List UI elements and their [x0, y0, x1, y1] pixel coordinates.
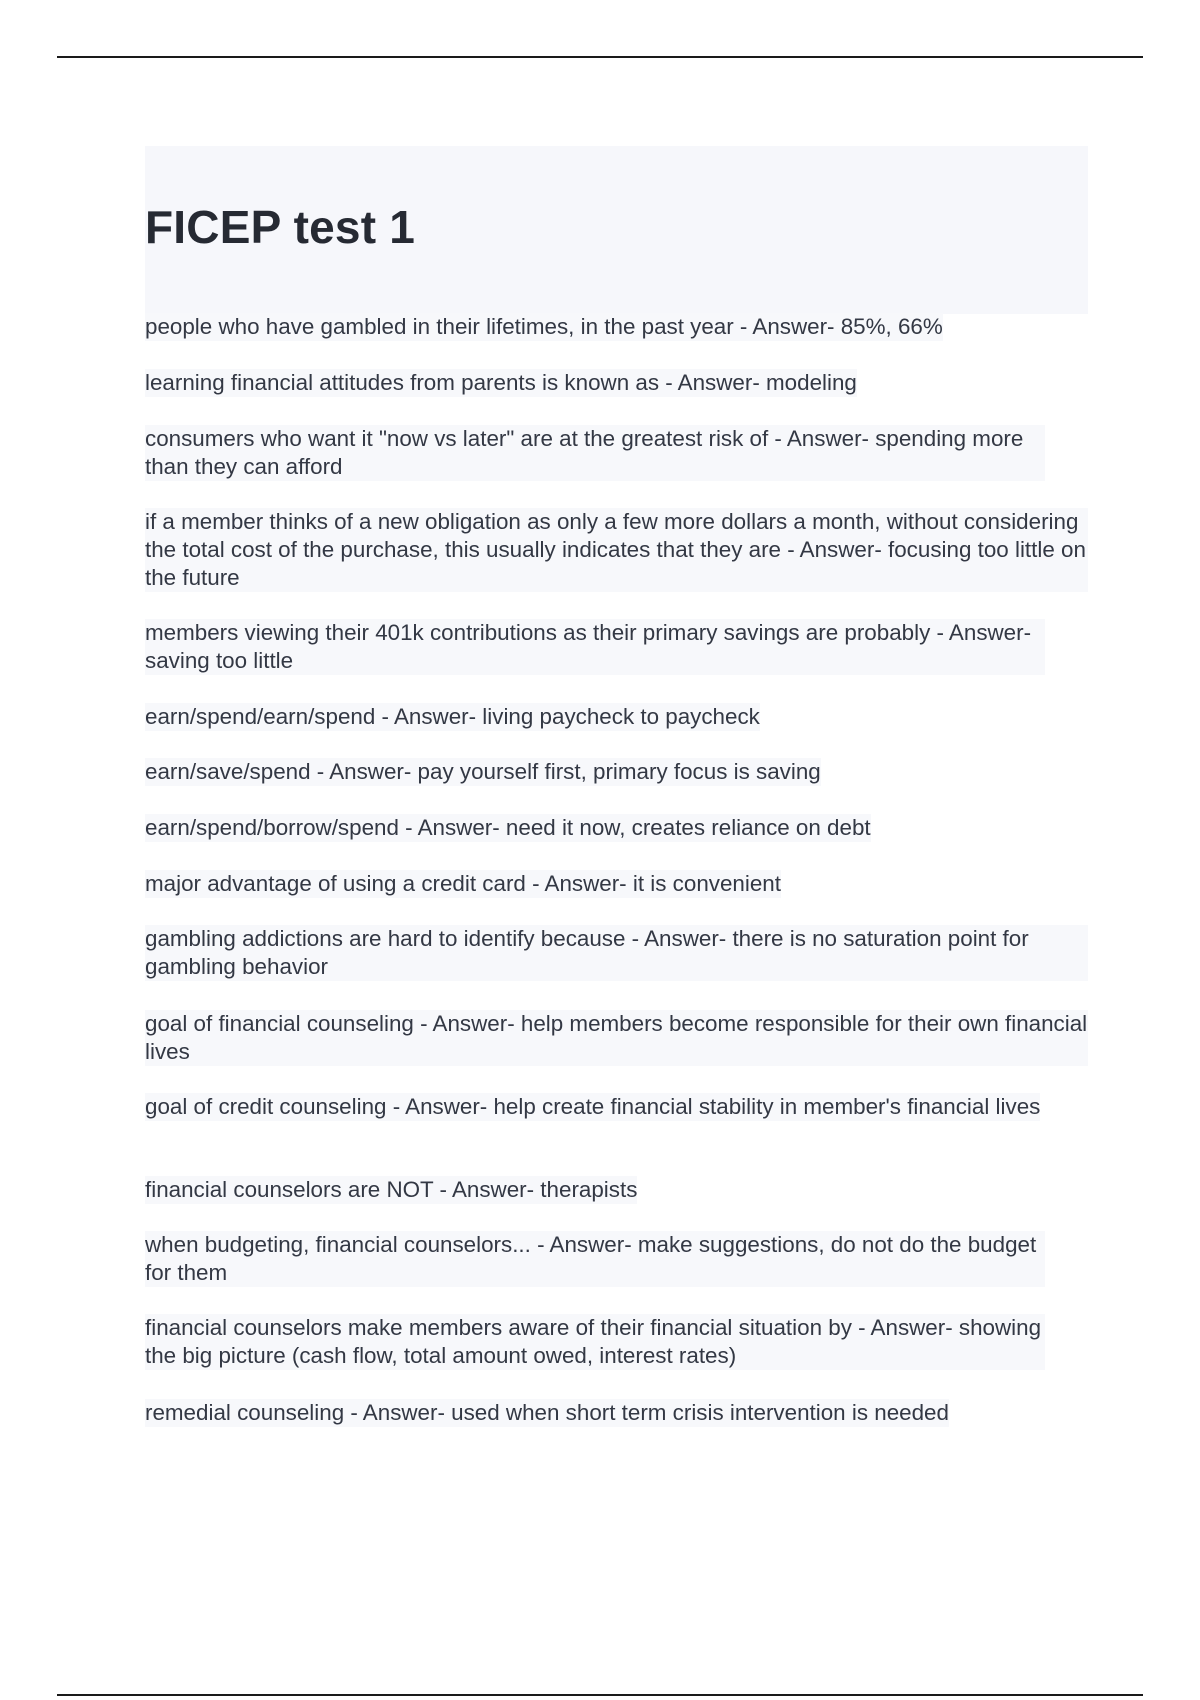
qa-item: earn/spend/earn/spend - Answer- living paycheck to paycheck [145, 704, 760, 729]
qa-item: members viewing their 401k contributions as their primary savings are probably - Answer- saving too little [145, 619, 1045, 675]
qa-item: major advantage of using a credit card - Answer- it is convenient [145, 871, 781, 896]
qa-item: financial counselors are NOT - Answer- therapists [145, 1177, 638, 1202]
qa-item: consumers who want it "now vs later" are at the greatest risk of - Answer- spending more than they can afford [145, 425, 1045, 481]
title-block [145, 146, 1088, 314]
document-title: FICEP test 1 [145, 201, 415, 253]
qa-item: earn/spend/borrow/spend - Answer- need it now, creates reliance on debt [145, 815, 871, 840]
top-rule [57, 56, 1143, 58]
qa-item: when budgeting, financial counselors... - Answer- make suggestions, do not do the budget for them [145, 1231, 1045, 1287]
qa-item: financial counselors make members aware of their financial situation by - Answer- showing the big picture (cash flow, total amount owed, interest rates) [145, 1314, 1045, 1370]
qa-item: gambling addictions are hard to identify because - Answer- there is no saturation point for gambling behavior [145, 925, 1088, 981]
qa-item: if a member thinks of a new obligation as only a few more dollars a month, without considering the total cost of the purchase, this usually indicates that they are - Answer- focusing too little on the future [145, 508, 1088, 592]
bottom-rule [57, 1694, 1143, 1696]
qa-item: learning financial attitudes from parents is known as - Answer- modeling [145, 370, 857, 395]
qa-item: people who have gambled in their lifetimes, in the past year - Answer- 85%, 66% [145, 314, 943, 339]
qa-item: earn/save/spend - Answer- pay yourself first, primary focus is saving [145, 759, 821, 784]
qa-item: goal of financial counseling - Answer- help members become responsible for their own financial lives [145, 1011, 1088, 1064]
qa-item: goal of credit counseling - Answer- help create financial stability in member's financial lives [145, 1094, 1041, 1119]
qa-item: remedial counseling - Answer- used when short term crisis intervention is needed [145, 1400, 949, 1425]
